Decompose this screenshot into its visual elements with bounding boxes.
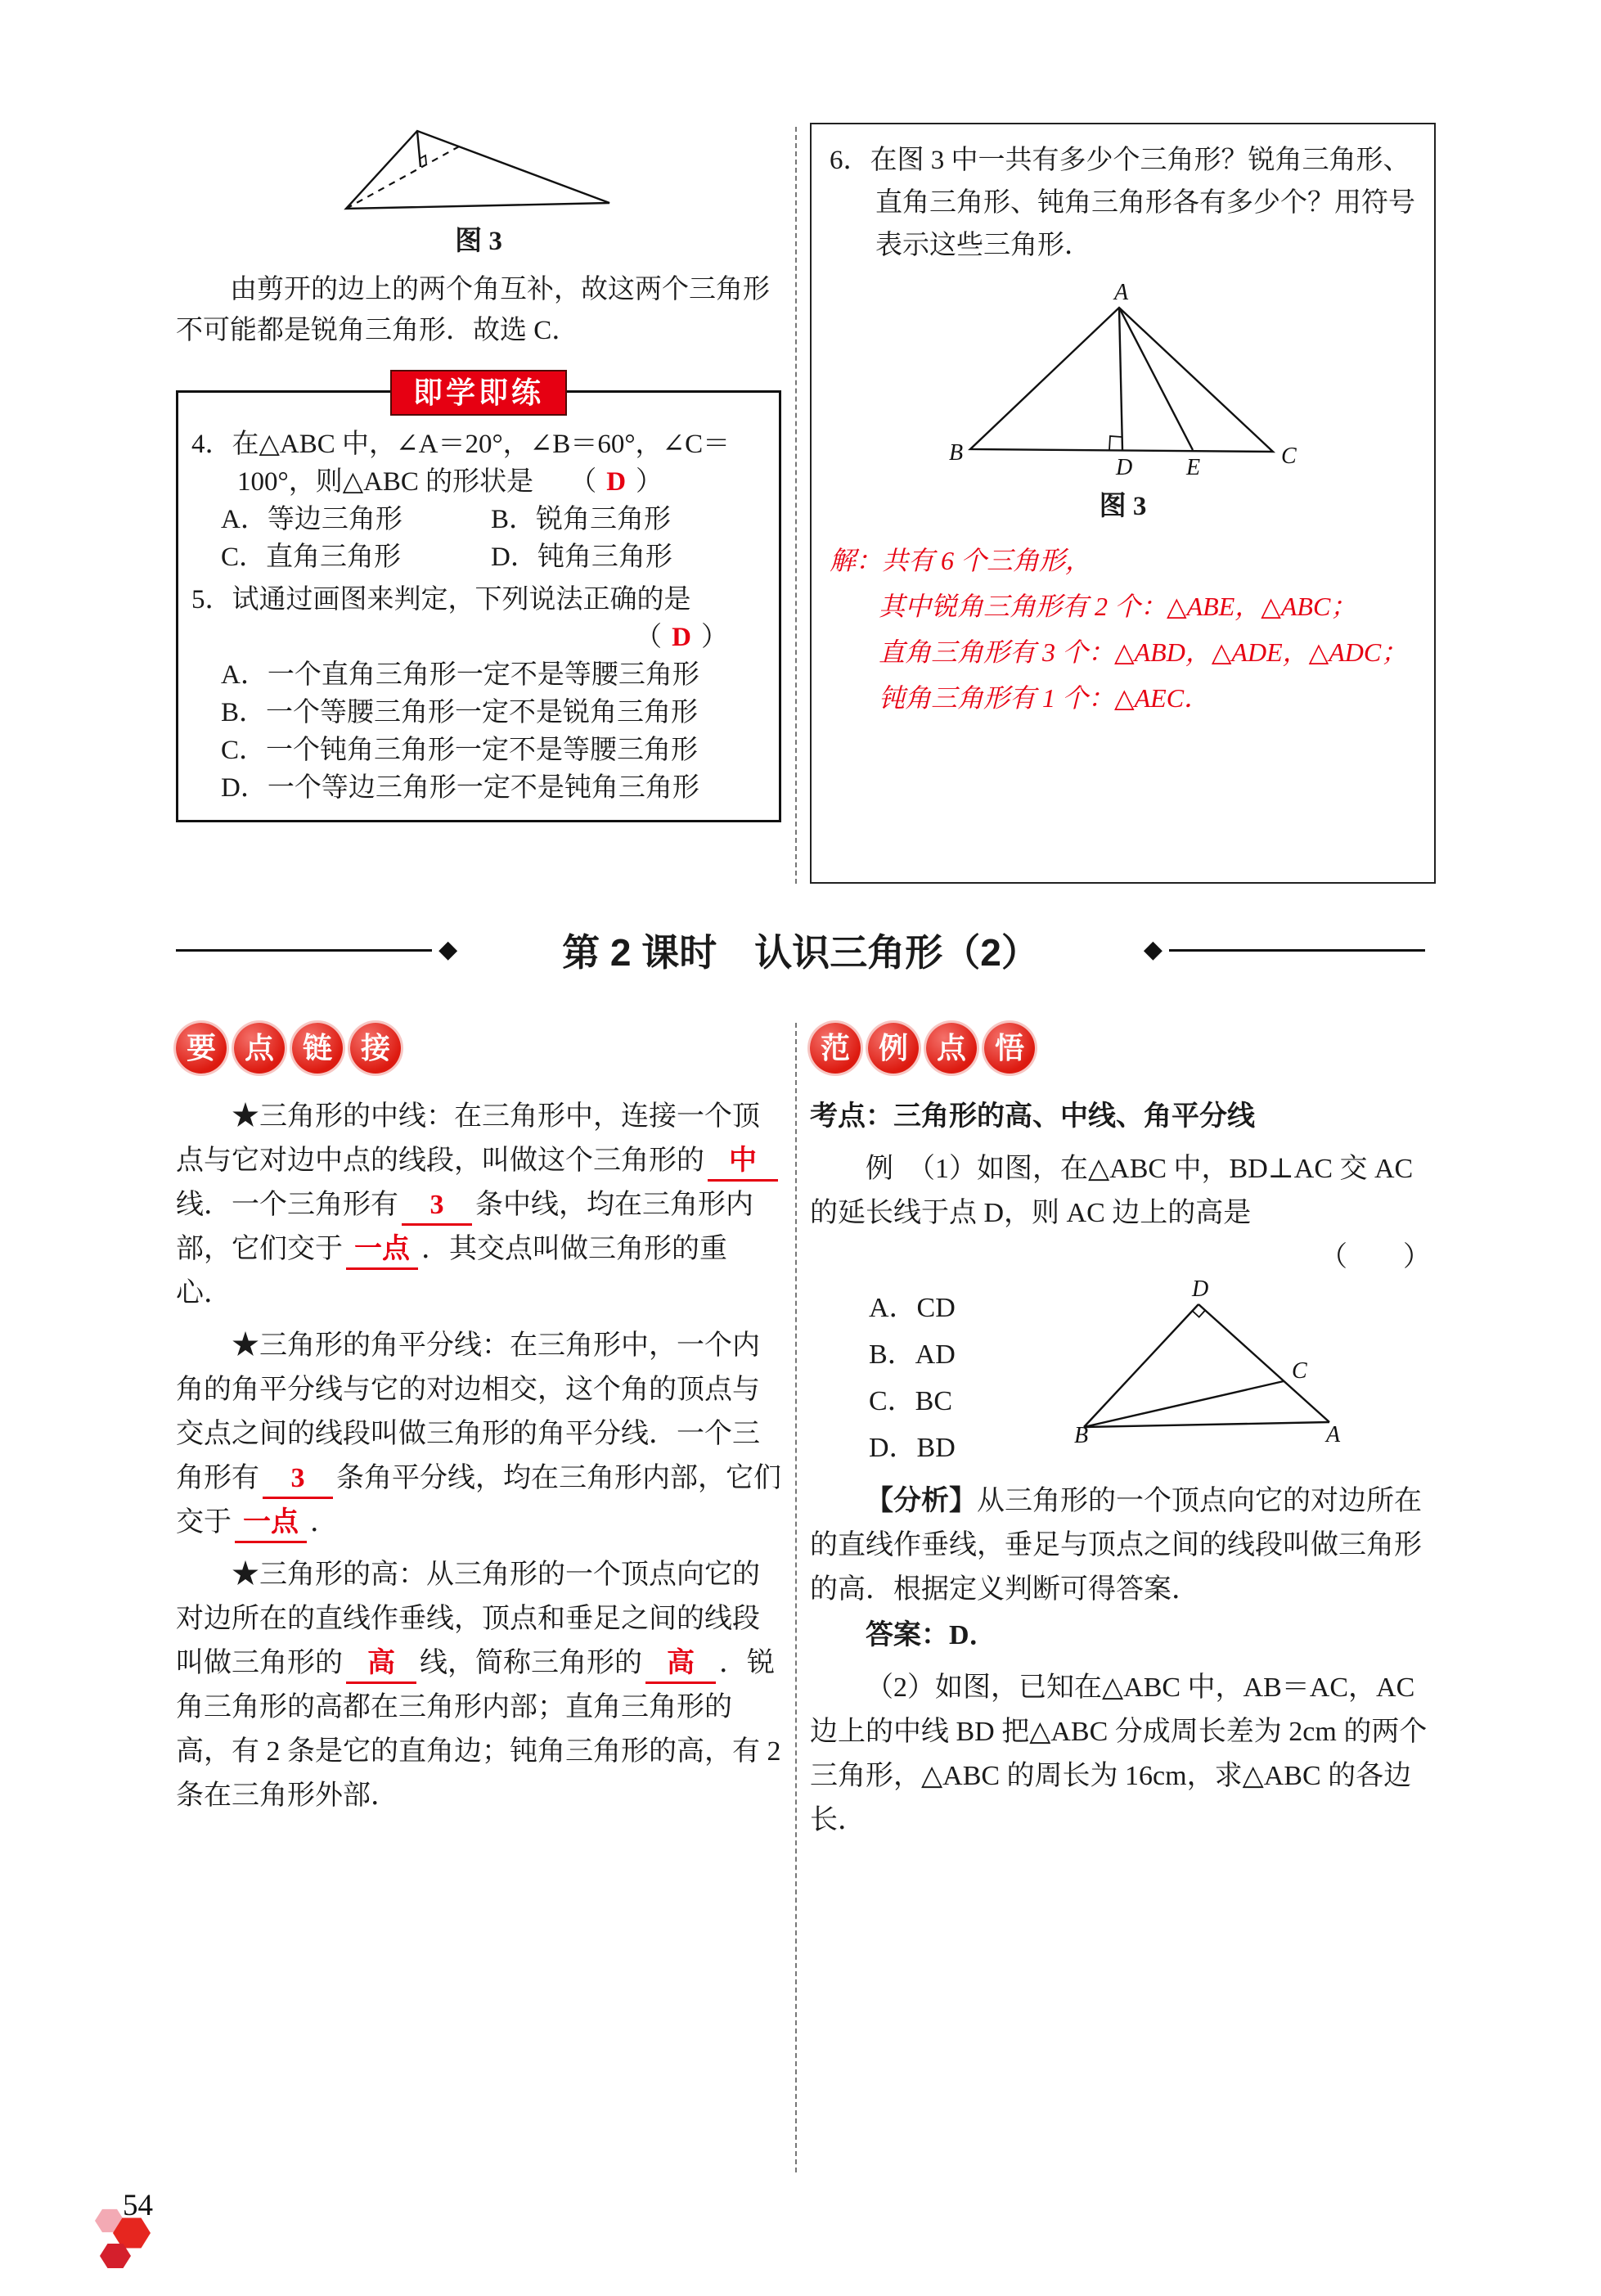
answer-value: D <box>606 467 627 497</box>
question-4 <box>191 425 766 576</box>
explanation-text: 由剪开的边上的两个角互补，故这两个三角形不可能都是锐角三角形．故选 C． <box>176 275 770 345</box>
option-a: A．CD <box>869 1293 956 1323</box>
figure2-caption: 图 3 <box>1099 492 1147 521</box>
solution-text <box>830 538 1416 721</box>
diamond-icon: ◆ <box>1143 936 1163 963</box>
solution-line: 解：共有 6 个三角形， <box>830 546 1092 575</box>
paren-open: （ <box>635 623 663 652</box>
keypoint-angle-bisector <box>176 1324 781 1545</box>
option-d: D．一个等边三角形一定不是钝角三角形 <box>221 773 699 803</box>
header-rule-right <box>1169 949 1425 952</box>
vertex-label-a: A <box>1113 281 1128 305</box>
key-points-badge <box>176 1023 781 1074</box>
option-b: B．一个等腰三角形一定不是锐角三角形 <box>221 698 699 727</box>
section-header <box>176 923 1425 977</box>
filled-blank: 高 <box>645 1646 716 1684</box>
cut-triangle-drawing <box>340 123 618 214</box>
answer-value: D <box>672 623 691 652</box>
question-5 <box>191 581 766 807</box>
option-b: B．AD <box>869 1339 956 1370</box>
question-5-stem-line <box>191 581 766 619</box>
vertex-label-c: C <box>1280 443 1297 469</box>
option-a: A．等边三角形 <box>221 505 402 534</box>
text-run: 线，简称三角形的 <box>420 1648 642 1678</box>
practice-box-title: 即学即练 <box>390 370 567 416</box>
filled-blank: 中 <box>708 1144 778 1182</box>
question-4-answer <box>569 467 663 497</box>
option-a: A．一个直角三角形一定不是等腰三角形 <box>221 660 699 690</box>
badge-char: 点 <box>234 1023 285 1074</box>
vertex-label-e: E <box>1185 455 1200 479</box>
filled-blank: 3 <box>402 1188 472 1226</box>
text-run: ★三角形的高：从三角形的一个顶点向它的对边所在的直线作垂线，顶点和垂足之间的线段叫做三角形的 <box>176 1560 760 1678</box>
example-1-body <box>810 1280 1436 1471</box>
bottom-right-column <box>810 1023 1436 1843</box>
figure-triangle-bd-perpendicular <box>982 1280 1436 1443</box>
page-number-area <box>88 2183 203 2289</box>
diamond-icon: ◆ <box>438 936 458 963</box>
bottom-left-column <box>176 1023 781 1818</box>
filled-blank: 高 <box>346 1646 416 1684</box>
question-5-stem: 5．试通过画图来判定，下列说法正确的是 <box>191 585 691 615</box>
text-run: ．其交点叫做三角形的重心． <box>176 1234 727 1308</box>
question-6-text: 6．在图 3 中一共有多少个三角形？锐角三角形、直角三角形、钝角三角形各有多少个？用符号表示这些三角形． <box>830 146 1415 260</box>
option-c: C．一个钝角三角形一定不是等腰三角形 <box>221 736 699 765</box>
figure-cut-triangle <box>176 123 781 258</box>
analysis-label: 【分析】 <box>866 1486 977 1516</box>
paren-close: ） <box>636 467 663 497</box>
vertex-label-a: A <box>1325 1422 1340 1443</box>
solution-line: 钝角三角形有 1 个：△AEC． <box>879 683 1211 713</box>
option-c: C．BC <box>869 1386 953 1416</box>
vertex-label-d: D <box>1191 1280 1208 1302</box>
text-run: 线．一个三角形有 <box>176 1190 398 1220</box>
badge-char: 接 <box>350 1023 401 1074</box>
question-4-options <box>221 501 766 576</box>
solution-line: 直角三角形有 3 个：△ABD，△ADE，△ADC； <box>879 637 1408 667</box>
vertex-label-b: B <box>948 440 963 466</box>
text-run: ．锐角三角形的高都在三角形内部；直角三角形的高，有 2 条是它的直角边；钝角三角形的高，有 2 条在三角形外部． <box>176 1648 781 1811</box>
badge-char: 点 <box>926 1023 977 1074</box>
filled-blank: 3 <box>263 1461 333 1499</box>
paren-close: ） <box>701 623 728 652</box>
top-left-column <box>176 123 781 822</box>
solution-line: 其中锐角三角形有 2 个：△ABE，△ABC； <box>879 592 1357 621</box>
text-run: ★三角形的角平分线：在三角形中，一个内角的角平分线与它的对边相交，这个角的顶点与交点之间的线段叫做三角形的角平分线．一个三角形有 <box>176 1330 760 1493</box>
text-run: 条角平分线，均在三角形内部，它们交于 <box>176 1463 781 1537</box>
question-6-box <box>810 123 1436 884</box>
exam-point-line: 考点：三角形的高、中线、角平分线 <box>810 1101 1255 1132</box>
page-number: 54 <box>123 2189 153 2222</box>
figure-triangle-abc <box>830 281 1416 523</box>
figure1-caption: 图 3 <box>455 227 502 256</box>
header-rule-left <box>176 949 432 952</box>
badge-char: 例 <box>868 1023 919 1074</box>
analysis-text <box>810 1479 1436 1612</box>
question-5-options <box>221 656 766 807</box>
answer-blank-parens: （ ） <box>1320 1242 1431 1272</box>
option-d: D．BD <box>869 1433 956 1463</box>
paren-open: （ <box>569 467 597 497</box>
text-run: ★三角形的中线：在三角形中，连接一个顶点与它对边中点的线段，叫做这个三角形的 <box>176 1101 760 1176</box>
question-4-stem-line <box>191 425 766 501</box>
example-1-options <box>810 1285 982 1471</box>
example-1-text: 例 （1）如图，在△ABC 中，BD⊥AC 交 AC 的延长线于点 D，则 AC 边上的高是 <box>810 1154 1414 1228</box>
answer-line: 答案：D． <box>866 1620 997 1650</box>
triangle-bd-drawing <box>1074 1280 1344 1443</box>
filled-blank: 一点 <box>346 1232 418 1270</box>
vertex-label-c: C <box>1291 1358 1307 1384</box>
question-4-stem: 4．在△ABC 中，∠A＝20°，∠B＝60°，∠C＝100°，则△ABC 的形状是 <box>191 430 731 497</box>
example-2-text: （2）如图，已知在△ABC 中，AB＝AC，AC 边上的中线 BD 把△ABC 分成周长差为 2cm 的两个三角形，△ABC 的周长为 16cm，求△ABC 的各边长． <box>810 1672 1428 1835</box>
vertex-label-b: B <box>1073 1423 1088 1443</box>
keypoint-median <box>176 1095 781 1316</box>
column-divider-bottom <box>795 1023 797 2172</box>
keypoint-altitude <box>176 1553 781 1818</box>
badge-char: 悟 <box>984 1023 1035 1074</box>
practice-box <box>176 376 781 822</box>
option-b: B．锐角三角形 <box>491 505 672 534</box>
option-c: C．直角三角形 <box>221 542 402 572</box>
examples-badge <box>810 1023 1436 1074</box>
triangle-abc-drawing <box>947 281 1299 479</box>
vertex-label-d: D <box>1115 455 1132 479</box>
top-right-column <box>810 123 1436 884</box>
option-d: D．钝角三角形 <box>491 542 672 572</box>
text-run: ． <box>310 1507 338 1537</box>
column-divider-top <box>795 127 797 884</box>
badge-char: 链 <box>292 1023 343 1074</box>
filled-blank: 一点 <box>235 1506 307 1543</box>
section-title: 第 2 课时 认识三角形（2） <box>562 931 1039 974</box>
analysis-body: 从三角形的一个顶点向它的对边所在的直线作垂线，垂足与顶点之间的线段叫做三角形的高．根据定义判断可得答案． <box>810 1486 1422 1605</box>
badge-char: 要 <box>176 1023 227 1074</box>
question-5-answer <box>191 619 766 656</box>
text-run: 条中线，均在三角形内部，它们交于 <box>176 1190 753 1264</box>
badge-char: 范 <box>810 1023 861 1074</box>
